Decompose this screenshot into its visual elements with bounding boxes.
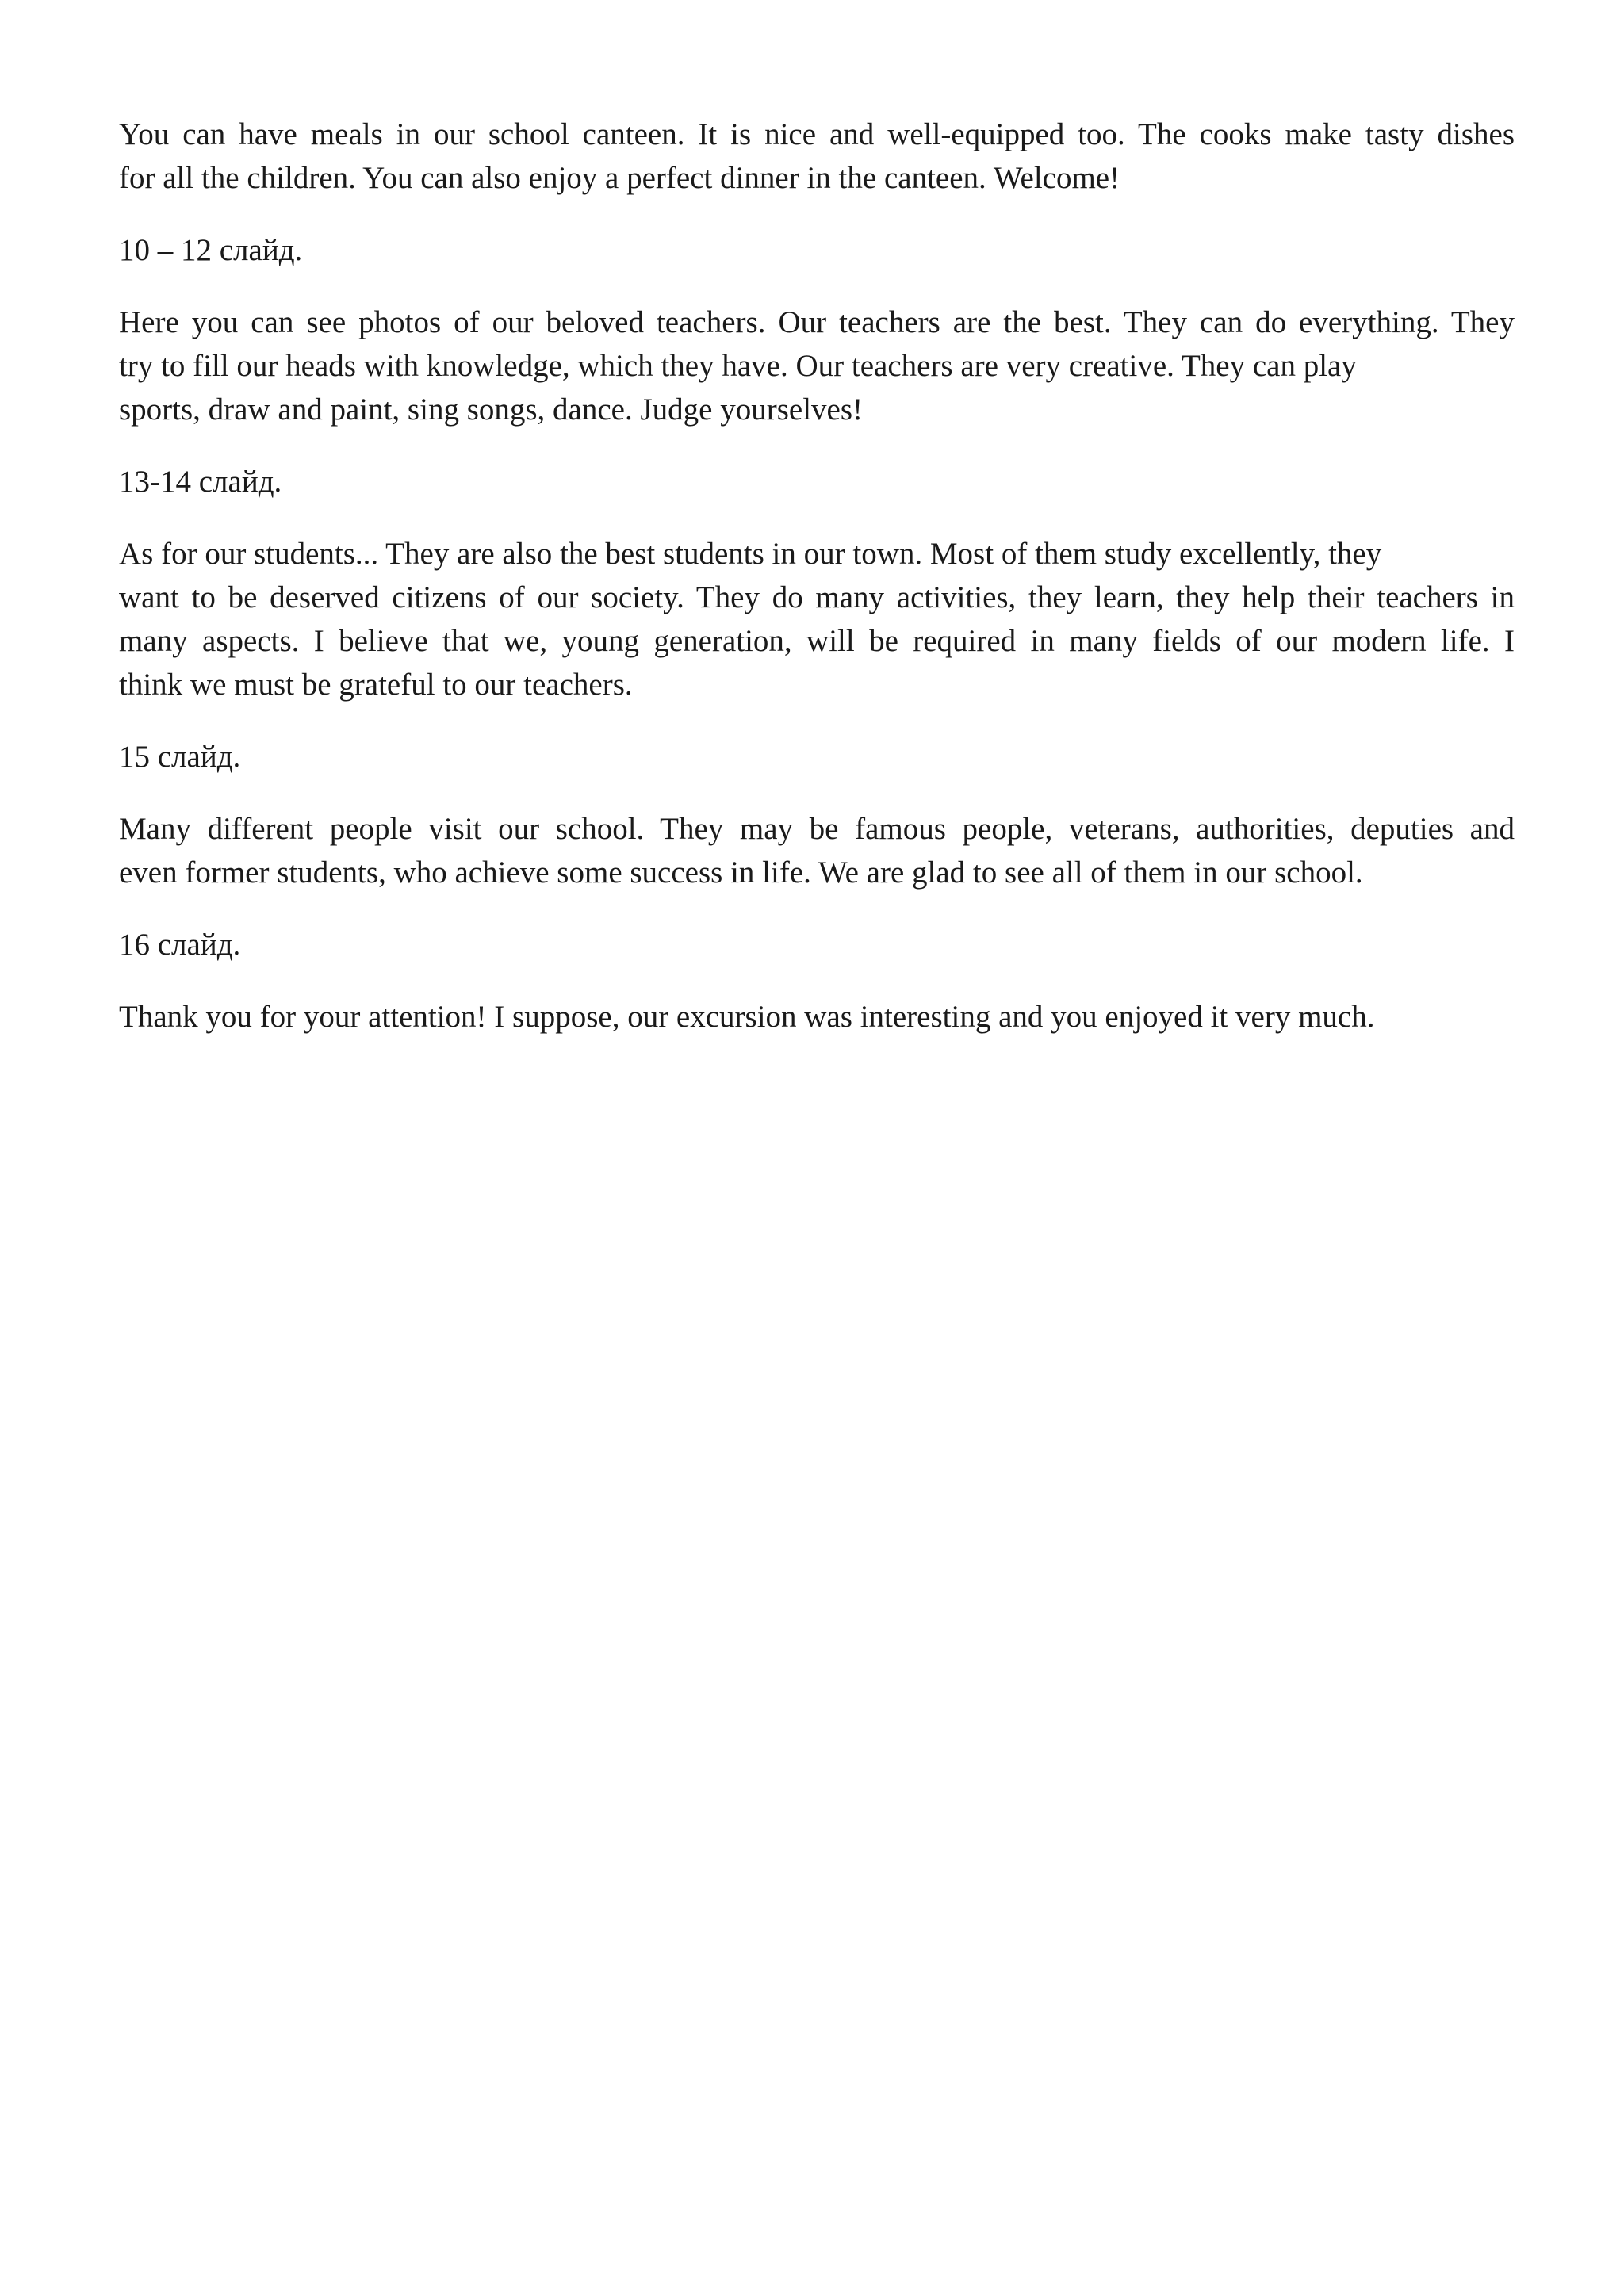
paragraph-line: want to be deserved citizens of our society. They do many activities, they learn, they help their teachers in (119, 580, 1515, 614)
paragraph-line: Thank you for your attention! I suppose, our excursion was interesting and you enjoyed it very much. (119, 1000, 1375, 1034)
slide-heading-13-14 (119, 460, 1515, 503)
paragraph-line: As for our students... They are also the best students in our town. Most of them study excellently, they (119, 537, 1382, 571)
paragraph-visitors (119, 807, 1515, 894)
paragraph-line: Here you can see photos of our beloved teachers. Our teachers are the best. They can do everything. They (119, 305, 1515, 339)
paragraph-line: for all the children. You can also enjoy a perfect dinner in the canteen. Welcome! (119, 161, 1120, 195)
paragraph-line: think we must be grateful to our teachers. (119, 668, 633, 702)
paragraph-students (119, 532, 1515, 706)
paragraph-line: even former students, who achieve some success in life. We are glad to see all of them in our school. (119, 855, 1363, 890)
paragraph-line: sports, draw and paint, sing songs, dance. Judge yourselves! (119, 392, 863, 427)
paragraph-closing (119, 995, 1515, 1039)
paragraph-line: Many different people visit our school. They may be famous people, veterans, authorities, deputies and (119, 812, 1515, 846)
slide-heading-15 (119, 735, 1515, 779)
document-page (119, 113, 1515, 1067)
slide-heading-16 (119, 923, 1515, 966)
slide-heading-text: 13-14 слайд. (119, 465, 282, 499)
slide-heading-text: 10 – 12 слайд. (119, 233, 303, 267)
paragraph-teachers (119, 300, 1515, 431)
paragraph-line: You can have meals in our school canteen. It is nice and well-equipped too. The cooks make tasty dishes (119, 117, 1515, 151)
paragraph-line: many aspects. I believe that we, young generation, will be required in many fields of our modern life. I (119, 624, 1515, 658)
paragraph-line: try to fill our heads with knowledge, which they have. Our teachers are very creative. They can play (119, 349, 1357, 383)
slide-heading-text: 15 слайд. (119, 740, 241, 774)
slide-heading-10-12 (119, 228, 1515, 272)
slide-heading-text: 16 слайд. (119, 928, 241, 962)
paragraph-canteen (119, 113, 1515, 200)
